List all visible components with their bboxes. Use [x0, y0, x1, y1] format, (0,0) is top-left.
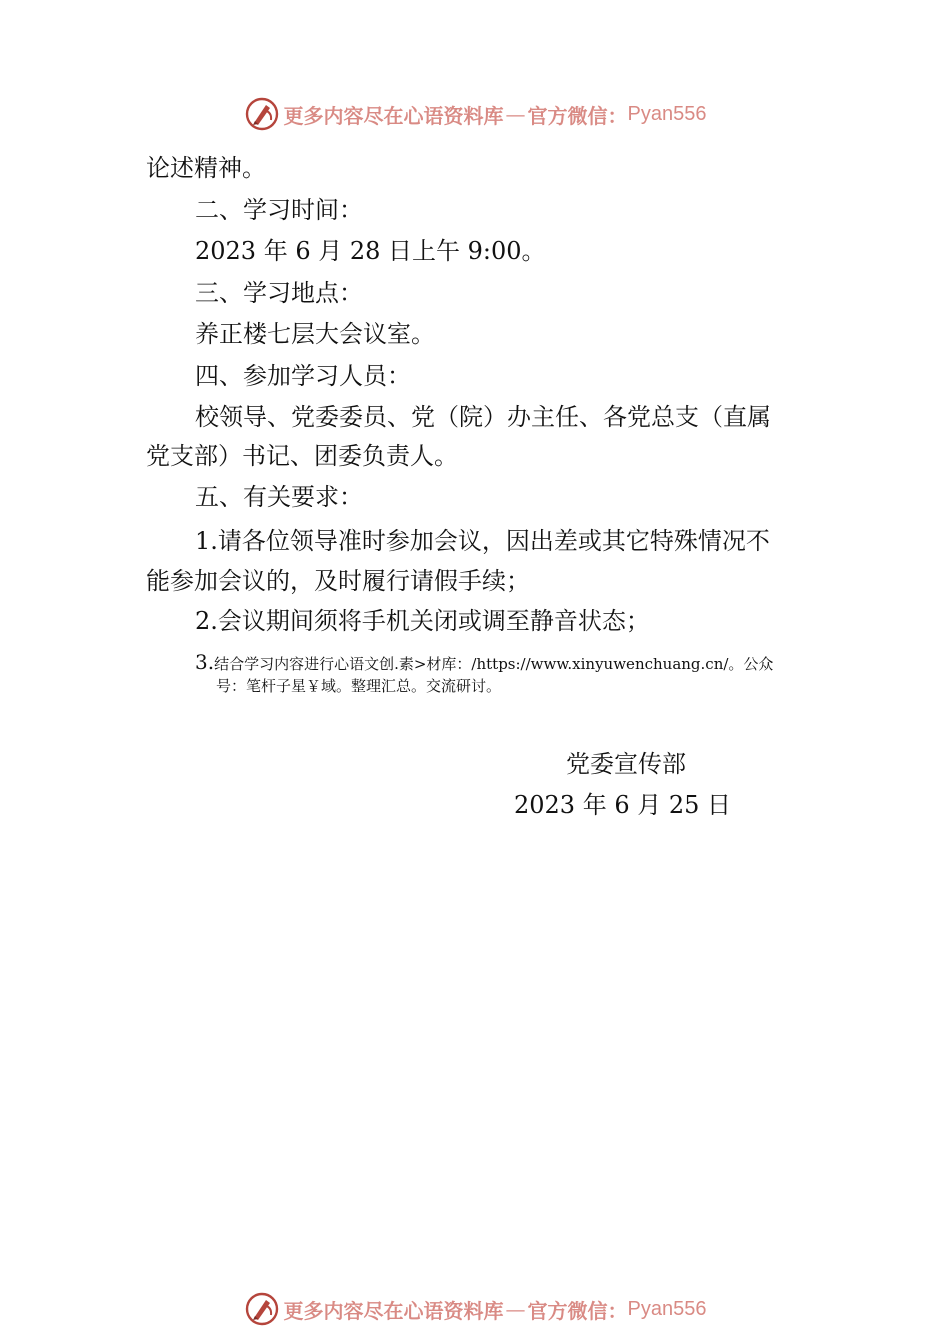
study-location-value: 养正楼七层大会议室。 [195, 320, 435, 348]
pen-nib-logo-icon [244, 96, 280, 132]
pen-nib-logo-icon [244, 1291, 280, 1327]
banner-wechat-label: 官方微信： [527, 1298, 628, 1323]
signature-department: 党委宣传部 [566, 750, 686, 778]
section-heading-requirements: 五、有关要求： [195, 483, 363, 511]
requirement-1-line-2: 能参加会议的，及时履行请假手续； [146, 567, 530, 595]
banner-library-text: 更多内容尽在心语资料库 [283, 1298, 504, 1323]
banner-wechat-id: Pyan556 [627, 102, 707, 125]
requirement-1-line-1: 1.请各位领导准时参加会议，因出差或其它特殊情况不 [195, 527, 770, 555]
banner-library-text: 更多内容尽在心语资料库 [283, 103, 504, 128]
banner-separator: — [505, 102, 526, 126]
participants-line-1: 校领导、党委委员、党（院）办主任、各党总支（直属 [195, 403, 771, 431]
footer-banner [0, 1289, 950, 1329]
requirement-3-line-1 [195, 650, 773, 676]
participants-line-2: 党支部）书记、团委负责人。 [146, 442, 458, 470]
banner-wechat-label: 官方微信： [527, 103, 628, 128]
requirement-3-text: 结合学习内容进行心语文创.素>材库：/https://www.xinyuwenchuang.cn/。公众 [214, 655, 774, 673]
requirement-2: 2.会议期间须将手机关闭或调至静音状态； [195, 607, 650, 635]
banner-wechat-id: Pyan556 [627, 1297, 707, 1320]
body-line-1: 论述精神。 [146, 154, 266, 182]
requirement-3-line-2: 号：笔杆子星￥域。整理汇总。交流研讨。 [216, 677, 502, 695]
section-heading-participants: 四、参加学习人员： [195, 362, 411, 390]
section-heading-location: 三、学习地点： [195, 279, 363, 307]
requirement-3-number: 3. [195, 650, 215, 674]
header-banner [0, 94, 950, 134]
section-heading-time: 二、学习时间： [195, 196, 363, 224]
study-time-value: 2023 年 6 月 28 日上午 9:00。 [195, 237, 546, 265]
banner-separator: — [505, 1297, 526, 1321]
signature-date: 2023 年 6 月 25 日 [514, 791, 732, 819]
